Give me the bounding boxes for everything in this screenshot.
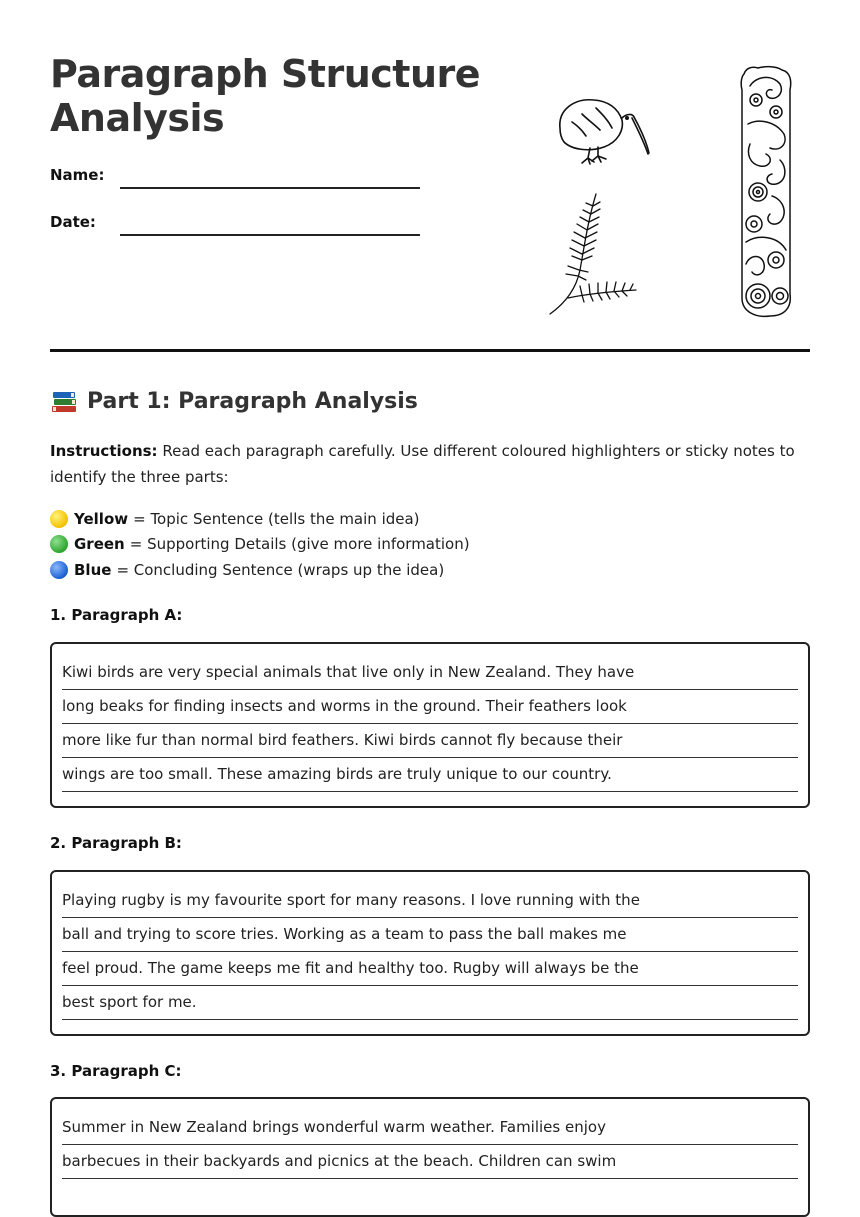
paragraph-line: ball and trying to score tries. Working as a team to pass the ball makes me bbox=[62, 918, 798, 952]
carved-pole-icon bbox=[736, 64, 798, 320]
name-label: Name: bbox=[50, 166, 105, 184]
paragraph-line: barbecues in their backyards and picnics at the beach. Children can swim bbox=[62, 1145, 798, 1179]
page-title bbox=[50, 52, 480, 140]
paragraph-c-label: 3. Paragraph C: bbox=[50, 1062, 182, 1080]
title-line-1: Paragraph Structure bbox=[50, 52, 481, 96]
blue-circle-icon bbox=[50, 561, 68, 579]
legend-item-blue bbox=[50, 557, 470, 583]
section-heading bbox=[50, 387, 418, 415]
instructions-lead: Instructions: bbox=[50, 442, 158, 460]
name-field[interactable] bbox=[120, 187, 420, 189]
instructions bbox=[50, 438, 810, 490]
legend-description: = Supporting Details (give more information) bbox=[129, 535, 470, 554]
legend-description: = Concluding Sentence (wraps up the idea) bbox=[116, 560, 445, 579]
instructions-text: Read each paragraph carefully. Use different coloured highlighters or sticky notes to identify the three parts: bbox=[50, 442, 795, 486]
legend-item-yellow bbox=[50, 506, 470, 532]
date-field[interactable] bbox=[120, 234, 420, 236]
books-icon bbox=[50, 387, 78, 415]
title-line-2: Analysis bbox=[50, 96, 225, 140]
yellow-circle-icon bbox=[50, 510, 68, 528]
legend-color-name: Green bbox=[74, 535, 125, 554]
paragraph-line: more like fur than normal bird feathers. Kiwi birds cannot fly because their bbox=[62, 724, 798, 758]
header-divider bbox=[50, 349, 810, 352]
paragraph-line: long beaks for finding insects and worms in the ground. Their feathers look bbox=[62, 690, 798, 724]
date-label: Date: bbox=[50, 213, 96, 231]
paragraph-a-label: 1. Paragraph A: bbox=[50, 606, 183, 624]
legend-color-name: Yellow bbox=[74, 509, 129, 528]
paragraph-line: Playing rugby is my favourite sport for many reasons. I love running with the bbox=[62, 884, 798, 918]
paragraph-c-box bbox=[50, 1097, 810, 1217]
paragraph-line: Kiwi birds are very special animals that live only in New Zealand. They have bbox=[62, 656, 798, 690]
legend-description: = Topic Sentence (tells the main idea) bbox=[133, 509, 420, 528]
legend-item-green bbox=[50, 532, 470, 558]
highlight-legend bbox=[50, 506, 470, 583]
green-circle-icon bbox=[50, 535, 68, 553]
paragraph-b-box bbox=[50, 870, 810, 1036]
paragraph-line: feel proud. The game keeps me fit and healthy too. Rugby will always be the bbox=[62, 952, 798, 986]
paragraph-line: best sport for me. bbox=[62, 986, 798, 1020]
paragraph-line: Summer in New Zealand brings wonderful warm weather. Families enjoy bbox=[62, 1111, 798, 1145]
fern-frond-icon bbox=[542, 190, 642, 318]
paragraph-line: wings are too small. These amazing birds are truly unique to our country. bbox=[62, 758, 798, 792]
paragraph-b-label: 2. Paragraph B: bbox=[50, 834, 182, 852]
kiwi-bird-icon bbox=[552, 92, 656, 172]
legend-color-name: Blue bbox=[74, 560, 112, 579]
section-title-text: Part 1: Paragraph Analysis bbox=[87, 388, 418, 414]
paragraph-a-box bbox=[50, 642, 810, 808]
